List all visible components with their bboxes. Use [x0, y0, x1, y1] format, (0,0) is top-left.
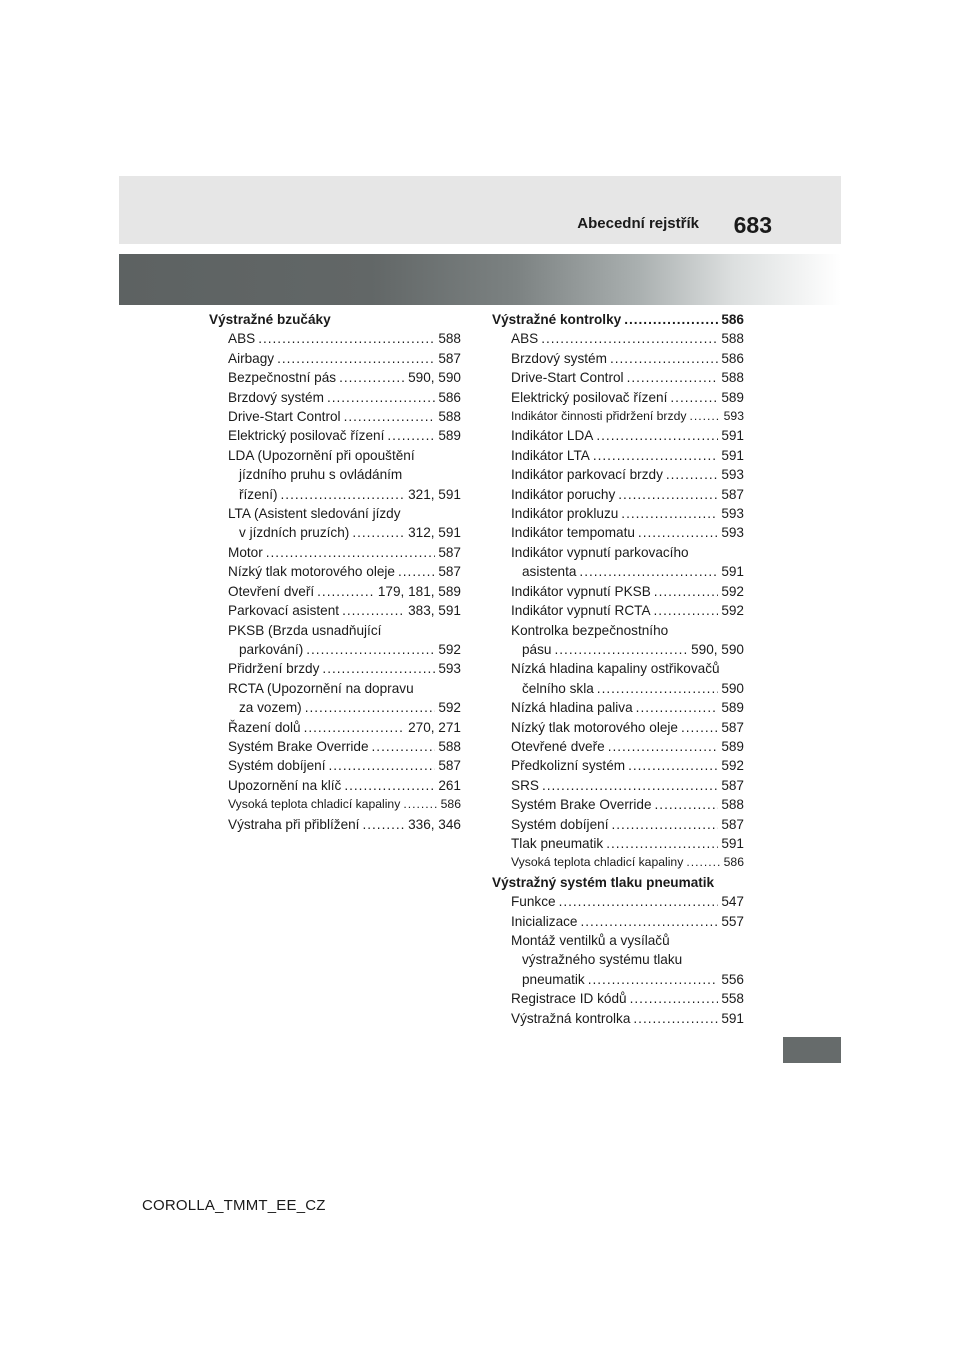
index-entry	[209, 562, 461, 581]
entry-pages: 588	[721, 370, 744, 386]
entry-pages: 592	[721, 583, 744, 599]
dot-leader	[606, 834, 718, 853]
entry-pages: 592	[721, 603, 744, 619]
index-entry	[209, 329, 461, 348]
entry-pages: 179, 181, 589	[377, 583, 461, 599]
entry-pages: 591	[721, 1010, 744, 1026]
index-entry: Kontrolka bezpečnostního	[511, 622, 669, 638]
index-entry	[209, 349, 461, 368]
entry-term: ABS	[228, 331, 256, 347]
index-entry	[492, 776, 744, 795]
entry-term: Indikátor vypnutí PKSB	[511, 583, 651, 599]
dot-leader	[559, 892, 719, 911]
entry-term: asistenta	[522, 564, 577, 580]
header-gradient-band	[119, 254, 841, 305]
dot-leader	[579, 562, 718, 581]
document-code: COROLLA_TMMT_EE_CZ	[142, 1197, 326, 1214]
dot-leader	[554, 640, 688, 659]
entry-term: Systém Brake Override	[511, 797, 652, 813]
entry-term: Předkolizní systém	[511, 758, 626, 774]
index-entry	[492, 446, 744, 465]
dot-leader	[670, 388, 718, 407]
entry-term: Inicializace	[511, 913, 578, 929]
dot-leader	[344, 407, 436, 426]
dot-leader	[344, 776, 435, 795]
entry-pages: 588	[438, 331, 461, 347]
index-entry	[209, 426, 461, 445]
dot-leader	[403, 795, 437, 814]
index-entry	[209, 756, 461, 775]
entry-term: ABS	[511, 331, 539, 347]
index-entry	[492, 349, 744, 368]
entry-term: v jízdních pruzích)	[239, 525, 350, 541]
entry-term: Vysoká teplota chladicí kapaliny	[511, 855, 684, 870]
entry-term: Elektrický posilovač řízení	[511, 389, 668, 405]
dot-leader	[618, 485, 718, 504]
index-entry: jízdního pruhu s ovládáním	[239, 467, 403, 483]
index-entry	[492, 426, 744, 445]
entry-pages: 587	[721, 777, 744, 793]
index-entry	[209, 737, 461, 756]
index-entry	[492, 795, 744, 814]
dot-leader	[322, 659, 435, 678]
index-entry	[492, 485, 744, 504]
entry-pages: 556	[721, 971, 744, 987]
dot-leader	[277, 349, 435, 368]
index-entry: Nízká hladina kapaliny ostřikovačů	[511, 661, 720, 677]
index-entry	[492, 329, 744, 348]
entry-term: Systém dobíjení	[511, 816, 609, 832]
index-entry	[209, 601, 461, 620]
index-entry	[209, 543, 461, 562]
entry-term: Indikátor parkovací brzdy	[511, 467, 663, 483]
dot-leader	[624, 310, 718, 329]
entry-pages: 587	[438, 350, 461, 366]
entry-term: pneumatik	[522, 971, 585, 987]
index-entry	[209, 776, 461, 795]
entry-pages: 557	[721, 913, 744, 929]
dot-leader	[627, 368, 719, 387]
dot-leader	[686, 853, 720, 872]
entry-term: řízení)	[239, 486, 278, 502]
entry-pages: 270, 271	[408, 719, 461, 735]
entry-term: Brzdový systém	[228, 389, 324, 405]
dot-leader	[339, 368, 405, 387]
entry-term: Výstraha při přiblížení	[228, 816, 360, 832]
entry-term: Otevřené dveře	[511, 738, 605, 754]
index-entry	[492, 970, 744, 989]
entry-pages: 586	[438, 389, 461, 405]
entry-pages: 590	[721, 680, 744, 696]
dot-leader	[352, 523, 405, 542]
entry-pages: 586	[721, 350, 744, 366]
index-entry	[492, 853, 744, 872]
entry-pages: 587	[438, 544, 461, 560]
entry-pages: 321, 591	[408, 486, 461, 502]
entry-term: Výstražná kontrolka	[511, 1010, 631, 1026]
entry-pages: 589	[721, 738, 744, 754]
index-entry	[492, 407, 744, 426]
entry-pages: 591	[721, 447, 744, 463]
dot-leader	[621, 504, 718, 523]
entry-term: Výstražné kontrolky	[492, 312, 622, 327]
entry-pages: 593	[721, 506, 744, 522]
entry-pages: 592	[438, 641, 461, 657]
index-entry: LDA (Upozornění při opouštění	[228, 447, 415, 463]
entry-term: Drive-Start Control	[511, 370, 624, 386]
index-entry	[492, 582, 744, 601]
dot-leader	[689, 407, 720, 426]
index-entry: Výstražný systém tlaku pneumatik	[492, 874, 715, 890]
dot-leader	[654, 601, 719, 620]
index-entry: Indikátor vypnutí parkovacího	[511, 544, 689, 560]
page-header	[119, 176, 841, 244]
dot-leader	[398, 562, 435, 581]
entry-pages: 587	[438, 564, 461, 580]
entry-term: Indikátor prokluzu	[511, 506, 619, 522]
index-entry	[492, 310, 744, 329]
entry-term: Drive-Start Control	[228, 409, 341, 425]
index-entry	[209, 368, 461, 387]
dot-leader	[681, 718, 718, 737]
index-entry	[492, 388, 744, 407]
index-entry	[492, 368, 744, 387]
dot-leader	[593, 446, 718, 465]
index-entry: výstražného systému tlaku	[522, 952, 683, 968]
entry-term: za vozem)	[239, 700, 302, 716]
index-entry: Montáž ventilků a vysílačů	[511, 933, 670, 948]
index-entry: Výstražné bzučáky	[209, 312, 331, 327]
entry-term: Indikátor činnosti přidržení brzdy	[511, 409, 687, 424]
entry-term: Systém dobíjení	[228, 758, 326, 774]
entry-pages: 336, 346	[408, 816, 461, 832]
dot-leader	[328, 756, 435, 775]
dot-leader	[542, 776, 718, 795]
entry-term: Funkce	[511, 894, 556, 910]
index-entry	[209, 485, 461, 504]
entry-term: Vysoká teplota chladicí kapaliny	[228, 797, 401, 812]
index-column-right	[492, 310, 744, 1028]
index-entry	[492, 912, 744, 931]
index-entry	[209, 698, 461, 717]
index-entry	[492, 698, 744, 717]
entry-term: Řazení dolů	[228, 719, 301, 735]
entry-pages: 589	[721, 389, 744, 405]
index-entry	[492, 562, 744, 581]
entry-term: Parkovací asistent	[228, 603, 340, 619]
entry-pages: 592	[438, 700, 461, 716]
dot-leader	[655, 795, 719, 814]
entry-pages: 593	[723, 409, 744, 424]
dot-leader	[387, 426, 435, 445]
index-entry	[492, 989, 744, 1008]
dot-leader	[362, 815, 405, 834]
entry-pages: 587	[721, 719, 744, 735]
entry-term: parkování)	[239, 641, 304, 657]
index-entry	[209, 640, 461, 659]
index-entry	[492, 737, 744, 756]
entry-pages: 588	[438, 409, 461, 425]
entry-term: Indikátor LTA	[511, 447, 590, 463]
dot-leader	[372, 737, 436, 756]
entry-pages: 587	[721, 486, 744, 502]
entry-pages: 558	[721, 991, 744, 1007]
entry-pages: 261	[438, 777, 461, 793]
dot-leader	[666, 465, 718, 484]
entry-pages: 588	[438, 738, 461, 754]
section-tab-marker	[783, 1037, 841, 1063]
entry-pages: 593	[438, 661, 461, 677]
entry-pages: 591	[721, 835, 744, 851]
entry-term: Nízký tlak motorového oleje	[511, 719, 678, 735]
entry-term: Tlak pneumatik	[511, 835, 604, 851]
index-entry	[209, 718, 461, 737]
index-entry	[492, 892, 744, 911]
entry-term: Brzdový systém	[511, 350, 607, 366]
dot-leader	[581, 912, 719, 931]
entry-pages: 593	[721, 525, 744, 541]
entry-term: Indikátor vypnutí RCTA	[511, 603, 651, 619]
entry-term: Airbagy	[228, 350, 275, 366]
entry-pages: 590, 590	[408, 370, 461, 386]
index-entry	[492, 756, 744, 775]
index-entry: LTA (Asistent sledování jízdy	[228, 506, 401, 522]
entry-pages: 547	[721, 894, 744, 910]
index-entry	[492, 640, 744, 659]
page-number: 683	[733, 212, 772, 238]
entry-term: Indikátor tempomatu	[511, 525, 635, 541]
dot-leader	[304, 718, 406, 737]
dot-leader	[610, 349, 718, 368]
dot-leader	[281, 485, 406, 504]
entry-pages: 587	[721, 816, 744, 832]
index-entry	[492, 815, 744, 834]
entry-pages: 591	[721, 564, 744, 580]
entry-term: Otevření dveří	[228, 583, 315, 599]
entry-term: Registrace ID kódů	[511, 991, 627, 1007]
entry-pages: 590, 590	[691, 641, 744, 657]
dot-leader	[588, 970, 719, 989]
index-entry	[209, 407, 461, 426]
dot-leader	[327, 388, 435, 407]
index-entry: PKSB (Brzda usnadňující	[228, 622, 382, 638]
dot-leader	[608, 737, 719, 756]
entry-term: Systém Brake Override	[228, 738, 369, 754]
entry-term: Bezpečnostní pás	[228, 370, 337, 386]
entry-pages: 593	[721, 467, 744, 483]
entry-pages: 588	[721, 331, 744, 347]
entry-term: Nízký tlak motorového oleje	[228, 564, 395, 580]
index-entry	[209, 582, 461, 601]
entry-pages: 589	[721, 700, 744, 716]
index-entry	[209, 659, 461, 678]
index-entry	[492, 465, 744, 484]
dot-leader	[611, 815, 718, 834]
dot-leader	[266, 543, 436, 562]
entry-term: Nízká hladina paliva	[511, 700, 633, 716]
dot-leader	[636, 698, 719, 717]
index-entry	[492, 1009, 744, 1028]
dot-leader	[541, 329, 718, 348]
entry-term: pásu	[522, 641, 552, 657]
index-entry	[492, 718, 744, 737]
entry-pages: 586	[723, 855, 744, 870]
index-entry	[209, 388, 461, 407]
entry-term: Indikátor poruchy	[511, 486, 616, 502]
dot-leader	[342, 601, 405, 620]
entry-term: Upozornění na klíč	[228, 777, 342, 793]
index-entry	[492, 601, 744, 620]
entry-pages: 589	[438, 428, 461, 444]
entry-term: Elektrický posilovač řízení	[228, 428, 385, 444]
index-entry	[492, 523, 744, 542]
index-entry	[492, 834, 744, 853]
index-column-left	[209, 310, 461, 834]
index-entry	[209, 815, 461, 834]
dot-leader	[597, 679, 719, 698]
entry-pages: 383, 591	[408, 603, 461, 619]
dot-leader	[306, 640, 435, 659]
index-entry	[492, 504, 744, 523]
entry-pages: 592	[721, 758, 744, 774]
entry-term: Motor	[228, 544, 263, 560]
entry-pages: 591	[721, 428, 744, 444]
index-entry: RCTA (Upozornění na dopravu	[228, 680, 414, 696]
entry-term: Indikátor LDA	[511, 428, 594, 444]
dot-leader	[596, 426, 718, 445]
dot-leader	[638, 523, 718, 542]
section-title: Abecední rejstřík	[577, 215, 699, 232]
index-entry	[209, 795, 461, 814]
entry-pages: 586	[721, 312, 744, 327]
entry-pages: 588	[721, 797, 744, 813]
entry-term: čelního skla	[522, 680, 594, 696]
dot-leader	[317, 582, 375, 601]
entry-term: Přidržení brzdy	[228, 661, 320, 677]
entry-pages: 586	[440, 797, 461, 812]
dot-leader	[258, 329, 435, 348]
index-entry	[209, 523, 461, 542]
index-entry	[492, 679, 744, 698]
dot-leader	[305, 698, 436, 717]
entry-pages: 312, 591	[408, 525, 461, 541]
entry-pages: 587	[438, 758, 461, 774]
dot-leader	[630, 989, 719, 1008]
dot-leader	[654, 582, 719, 601]
dot-leader	[633, 1009, 718, 1028]
entry-term: SRS	[511, 777, 539, 793]
dot-leader	[628, 756, 718, 775]
